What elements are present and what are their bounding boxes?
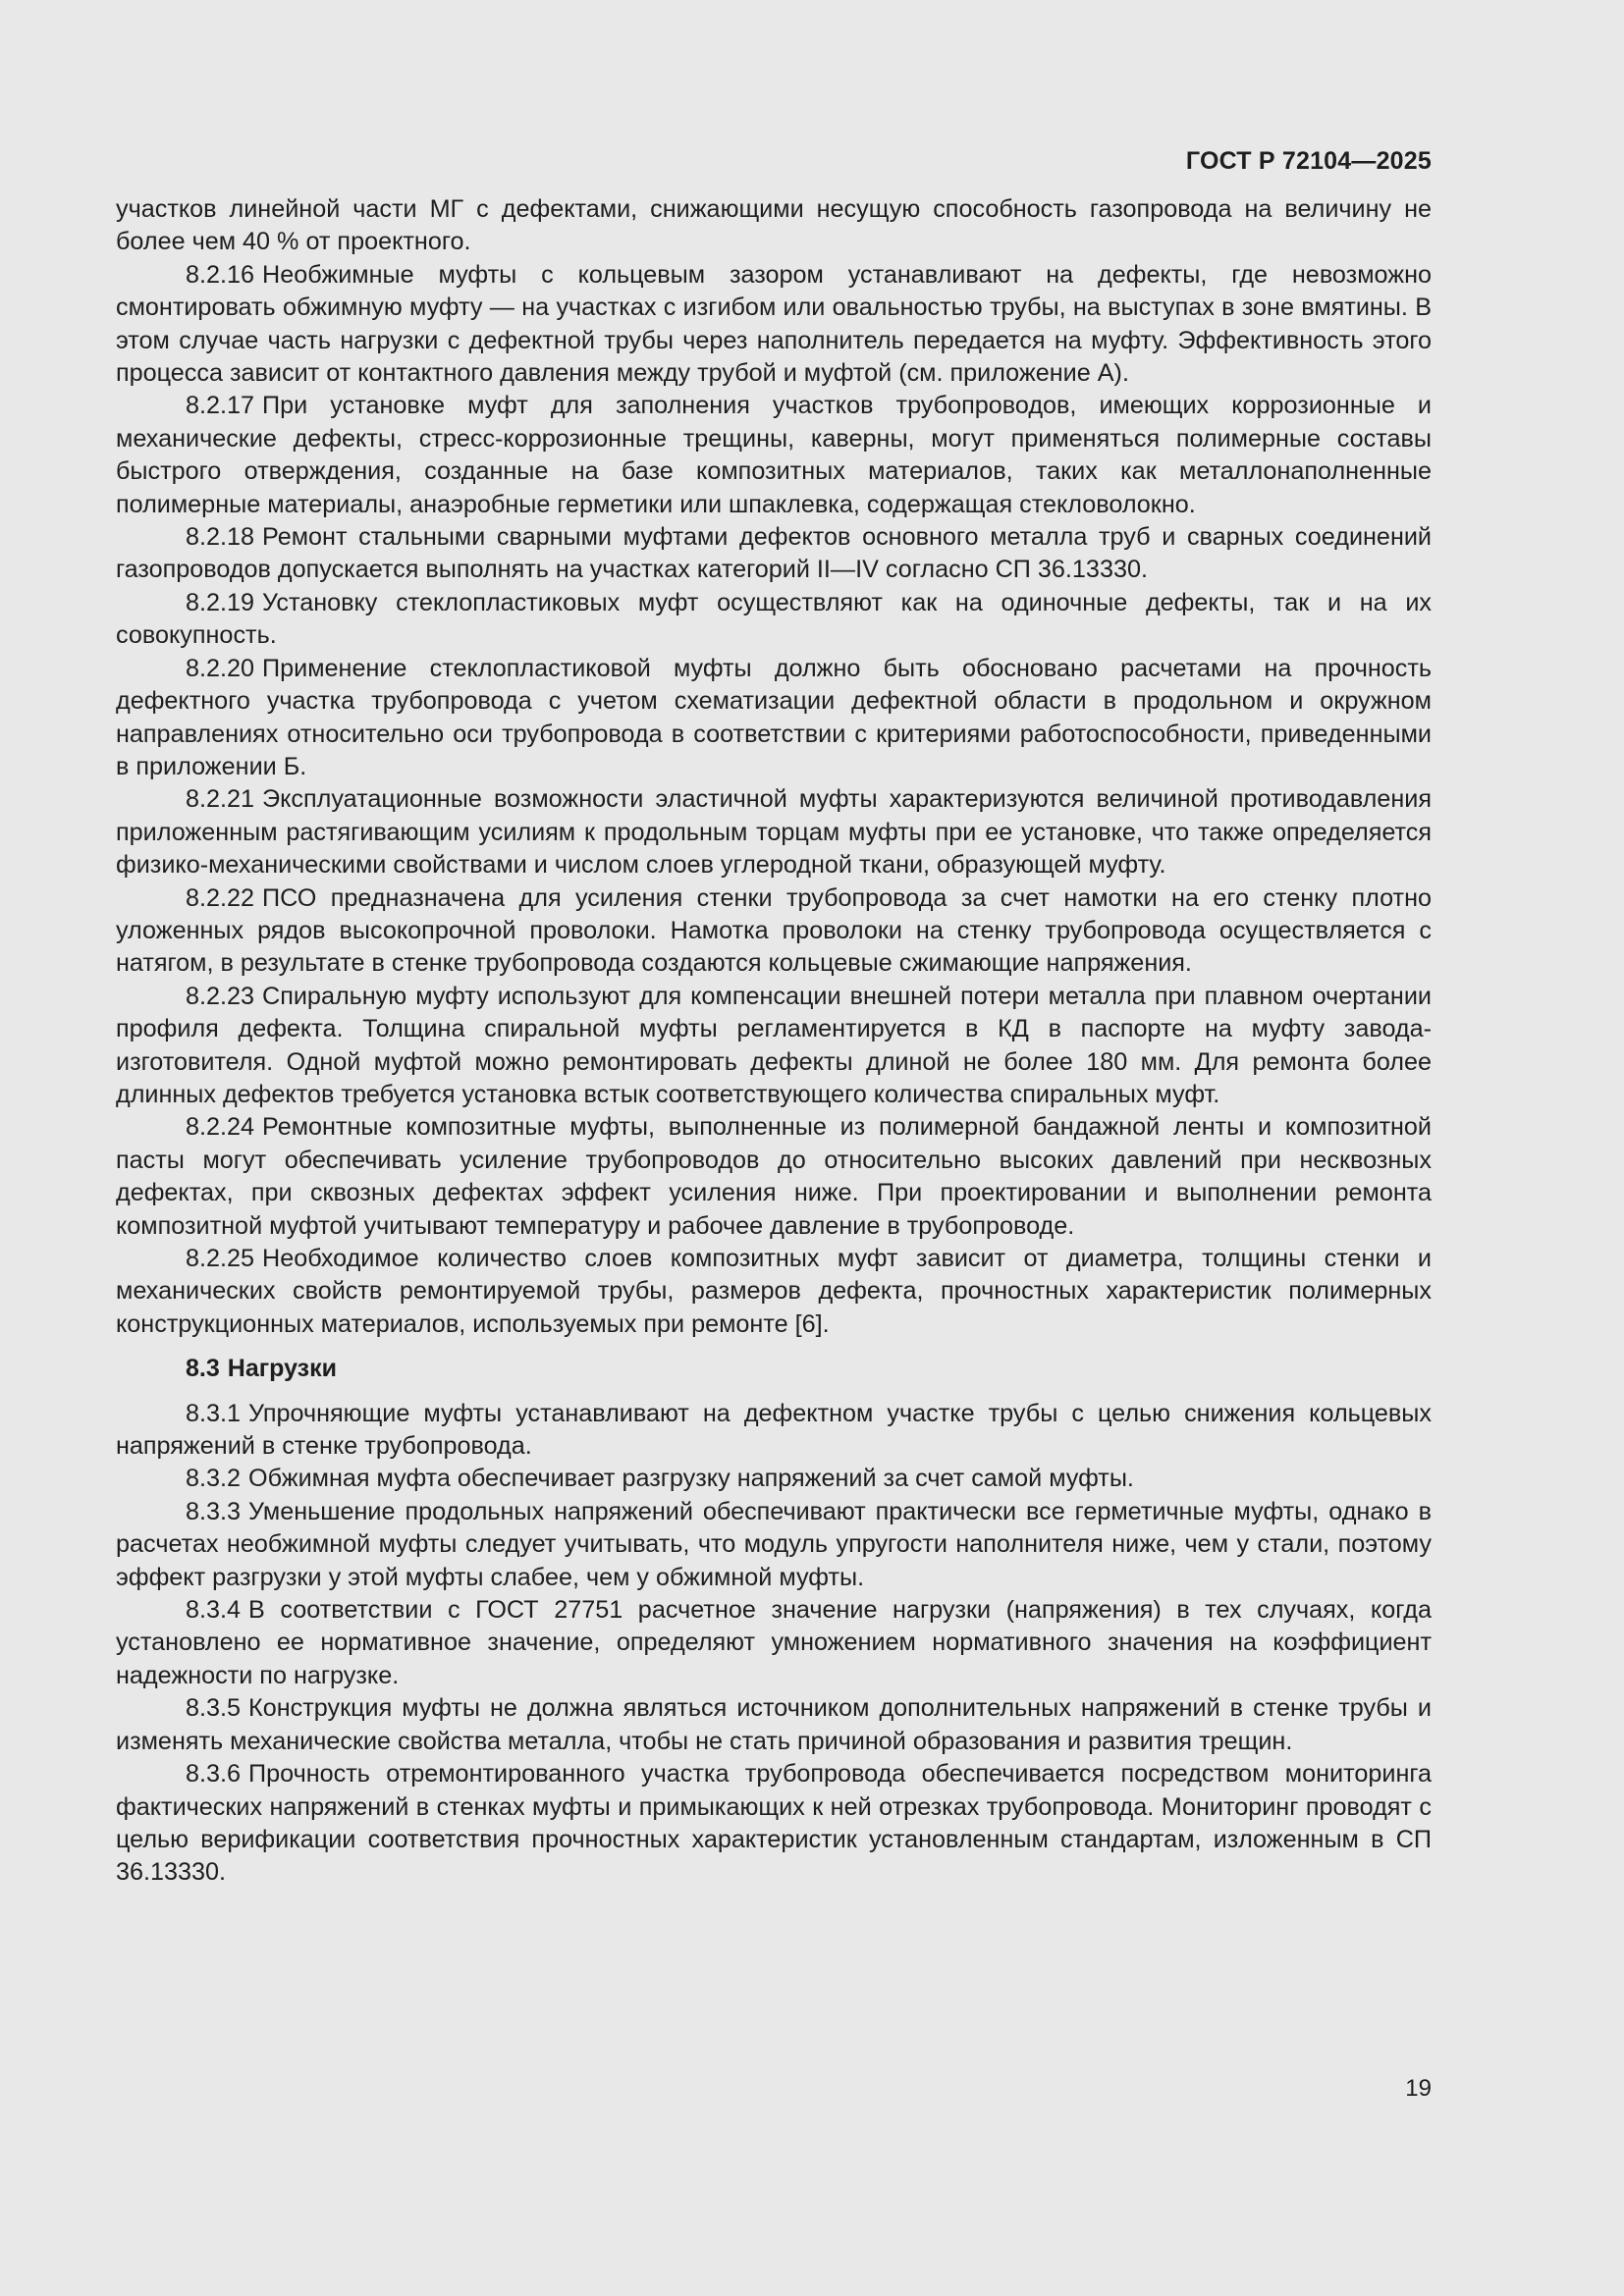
- continuation-paragraph: участков линейной части МГ с дефектами, снижающими несущую способность газопровода на величину не более чем 40 % от проектного.: [116, 195, 1432, 256]
- clause-number: 8.2.23: [186, 982, 255, 1010]
- section-heading-8-3: [186, 1353, 1432, 1385]
- clause-text: При установке муфт для заполнения участков трубопроводов, имеющих коррозионные и механические дефекты, стресс-коррозионные трещины, каверны, могут применяться полимерные составы быстрого отверждения, созданные на базе композитных материалов, таких как металлонаполненные полимерные материалы, анаэробные герметики или шпаклевка, содержащая стекловолокно.: [116, 392, 1432, 518]
- clause-paragraph: [116, 981, 1432, 1112]
- clause-number: 8.2.17: [186, 392, 255, 420]
- section-title: Нагрузки: [227, 1355, 337, 1383]
- clause-text: Спиральную муфту используют для компенсации внешней потери металла при плавном очертании профиля дефекта. Толщина спиральной муфты регламентируется в КД в паспорте на муфту завода-изготовителя. Одной муфтой можно ремонтировать дефекты длиной не более 180 мм. Для ремонта более длинных дефектов требуется установка встык соответствующего количества спиральных муфт.: [116, 982, 1432, 1108]
- clause-text: Применение стеклопластиковой муфты должно быть обосновано расчетами на прочность дефектного участка трубопровода с учетом схематизации дефектной области в продольном и окружном направлениях относительно оси трубопровода в соответствии с критериями работоспособности, приведенными в приложении Б.: [116, 654, 1432, 780]
- clause-paragraph: [116, 259, 1432, 391]
- clause-list-8-3: [116, 1398, 1432, 1890]
- clause-text: Ремонт стальными сварными муфтами дефектов основного металла труб и сварных соединений газопроводов допускается выполнять на участках категорий II—IV согласно СП 36.13330.: [116, 523, 1432, 584]
- clause-number: 8.2.21: [186, 785, 255, 814]
- clause-number: 8.2.24: [186, 1113, 255, 1142]
- clause-paragraph: [116, 1758, 1432, 1890]
- page-number: 19: [1405, 2075, 1432, 2102]
- clause-number: 8.2.19: [186, 588, 255, 616]
- clause-number: 8.2.22: [186, 883, 255, 912]
- clause-number: 8.3.5: [186, 1694, 242, 1723]
- clause-text: В соответствии с ГОСТ 27751 расчетное значение нагрузки (напряжения) в тех случаях, когда установлено ее нормативное значение, определяют умножением нормативного значения на коэффициент надежности по нагрузке.: [116, 1596, 1432, 1689]
- section-number: 8.3: [186, 1355, 220, 1383]
- clause-text: Уменьшение продольных напряжений обеспечивают практически все герметичные муфты, однако в расчетах необжимной муфты следует учитывать, что модуль упругости наполнителя ниже, чем у стали, поэтому эффект разгрузки у этой муфты слабее, чем у обжимной муфты.: [116, 1497, 1432, 1591]
- clause-number: 8.3.6: [186, 1760, 242, 1789]
- clause-number: 8.3.2: [186, 1465, 242, 1493]
- clause-paragraph: [116, 587, 1432, 653]
- clause-text: Ремонтные композитные муфты, выполненные из полимерной бандажной ленты и композитной пасты могут обеспечивать усиление трубопроводов до относительно высоких давлений при несквозных дефектах, при сквозных дефектах эффект усиления ниже. При проектировании и выполнении ремонта композитной муфтой учитывают температуру и рабочее давление в трубопроводе.: [116, 1113, 1432, 1240]
- clause-number: 8.2.16: [186, 260, 255, 289]
- clause-paragraph: [116, 653, 1432, 784]
- clause-paragraph: [116, 1594, 1432, 1692]
- clause-number: 8.3.3: [186, 1497, 242, 1525]
- clause-number: 8.2.18: [186, 523, 255, 552]
- clause-number: 8.3.4: [186, 1596, 242, 1625]
- clause-text: Обжимная муфта обеспечивает разгрузку напряжений за счет самой муфты.: [248, 1465, 1134, 1493]
- clause-text: Упрочняющие муфты устанавливают на дефектном участке трубы с целью снижения кольцевых напряжений в стенке трубопровода.: [116, 1399, 1432, 1461]
- clause-paragraph: [116, 390, 1432, 521]
- clause-paragraph: [116, 1692, 1432, 1758]
- clause-text: Прочность отремонтированного участка трубопровода обеспечивается посредством мониторинга фактических напряжений в стенках муфты и примыкающих к ней отрезках трубопровода. Мониторинг проводят с целью верификации соответствия прочностных характеристик установленным стандартам, изложенным в СП 36.13330.: [116, 1760, 1432, 1887]
- clause-text: ПСО предназначена для усиления стенки трубопровода за счет намотки на его стенку плотно уложенных рядов высокопрочной проволоки. Намотка проволоки на стенку трубопровода осуществляется с натягом, в результате в стенке трубопровода создаются кольцевые сжимающие напряжения.: [116, 883, 1432, 978]
- clause-list-8-2: [116, 259, 1432, 1341]
- clause-paragraph: [116, 1496, 1432, 1594]
- clause-paragraph: [116, 1111, 1432, 1243]
- clause-text: Необходимое количество слоев композитных муфт зависит от диаметра, толщины стенки и механических свойств ремонтируемой трубы, размеров дефекта, прочностных характеристик полимерных конструкционных материалов, используемых при ремонте [6].: [116, 1245, 1432, 1338]
- clause-paragraph: [116, 1243, 1432, 1341]
- clause-number: 8.2.25: [186, 1245, 255, 1272]
- clause-paragraph: [116, 1398, 1432, 1464]
- document-body: [116, 193, 1432, 1890]
- clause-paragraph: [116, 783, 1432, 881]
- document-page: [116, 147, 1432, 1890]
- clause-text: Конструкция муфты не должна являться источником дополнительных напряжений в стенке трубы и изменять механические свойства металла, чтобы не стать причиной образования и развития трещин.: [116, 1694, 1432, 1755]
- clause-paragraph: [116, 521, 1432, 587]
- clause-text: Необжимные муфты с кольцевым зазором устанавливают на дефекты, где невозможно смонтировать обжимную муфту — на участках с изгибом или овальностью трубы, на выступах в зоне вмятины. В этом случае часть нагрузки с дефектной трубы через наполнитель передается на муфту. Эффективность этого процесса зависит от контактного давления между трубой и муфтой (см. приложение А).: [116, 260, 1432, 388]
- clause-text: Эксплуатационные возможности эластичной муфты характеризуются величиной противодавления приложенным растягивающим усилиям к продольным торцам муфты при ее установке, что также определяется физико-механическими свойствами и числом слоев углеродной ткани, образующей муфту.: [116, 785, 1432, 880]
- clause-number: 8.3.1: [186, 1399, 242, 1427]
- clause-text: Установку стеклопластиковых муфт осуществляют как на одиночные дефекты, так и на их совокупность.: [116, 588, 1432, 650]
- clause-number: 8.2.20: [186, 654, 255, 682]
- standard-header: ГОСТ Р 72104—2025: [1185, 147, 1432, 175]
- clause-paragraph: [116, 882, 1432, 981]
- clause-paragraph: [116, 1463, 1432, 1495]
